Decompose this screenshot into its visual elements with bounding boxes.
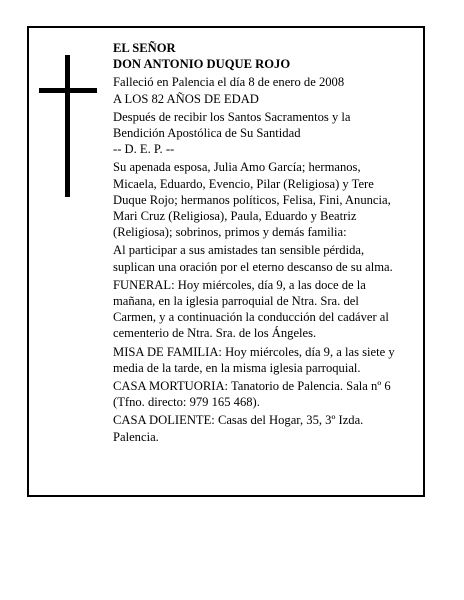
death-date-line: Falleció en Palencia el día 8 de enero de 2008 [113,75,345,90]
misa-line: media de la tarde, en la misma iglesia parroquial. [113,360,361,375]
family-line: Su apenada esposa, Julia Amo García; hermanos, [113,160,361,175]
obituary-text [113,40,425,445]
deceased-name: DON ANTONIO DUQUE ROJO [113,57,291,72]
family-line: Micaela, Eduardo, Evencio, Pilar (Religiosa) y Tere [113,176,374,191]
dep-line: -- D. E. P. -- [113,142,175,157]
funeral-line: mañana, en la iglesia parroquial de Ntra. Sra. del [113,294,359,309]
family-line: Duque Rojo; hermanos políticos, Felisa, Fini, Anuncia, [113,192,391,207]
mortuoria-line: (Tfno. directo: 979 165 468). [113,395,260,410]
age-line: A LOS 82 AÑOS DE EDAD [113,91,259,106]
doliente-line: CASA DOLIENTE: Casas del Hogar, 35, 3º Izda. [113,413,364,428]
request-line: suplican una oración por el eterno descanso de su alma. [113,259,393,274]
sacraments-line-2: Bendición Apostólica de Su Santidad [113,126,301,141]
sacraments-line-1: Después de recibir los Santos Sacramentos y la [113,109,351,124]
family-line: Mari Cruz (Religiosa), Paula, Eduardo y Beatriz [113,209,357,224]
misa-line: MISA DE FAMILIA: Hoy miércoles, día 9, a las siete y [113,344,395,359]
obituary-title: EL SEÑOR [113,41,176,55]
funeral-line: cementerio de Ntra. Sra. de los Ángeles. [113,326,317,341]
funeral-line: FUNERAL: Hoy miércoles, día 9, a las doce de la [113,277,366,292]
request-line: Al participar a sus amistades tan sensible pérdida, [113,243,365,258]
mortuoria-line: CASA MORTUORIA: Tanatorio de Palencia. Sala nº 6 [113,379,391,394]
family-line: (Religiosa); sobrinos, primos y demás familia: [113,225,347,240]
funeral-line: Carmen, y a continuación la conducción del cadáver al [113,310,389,325]
doliente-line: Palencia. [113,429,159,444]
